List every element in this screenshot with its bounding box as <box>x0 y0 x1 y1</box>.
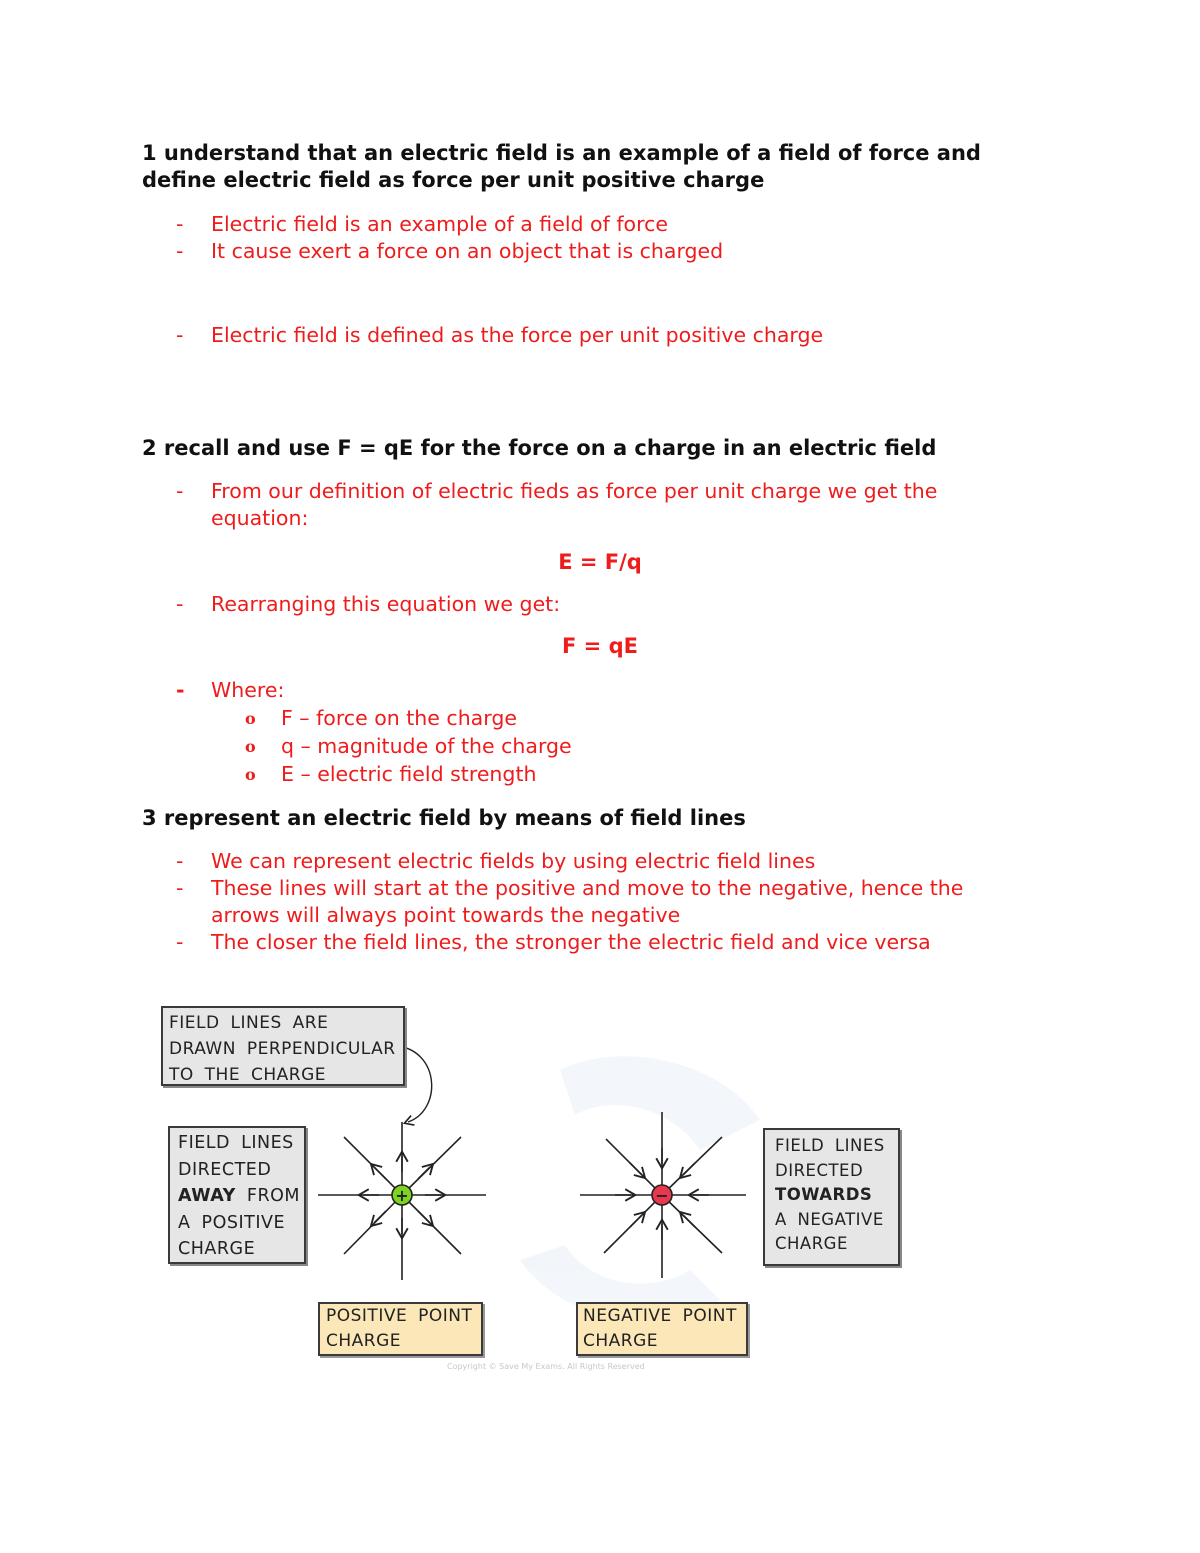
note-perpendicular: FIELD LINES ARE DRAWN PERPENDICULAR TO THE CHARGE <box>161 1006 405 1086</box>
list-item: - These lines will start at the positive and move to the negative, hence the arrows will always point towards the negative <box>176 876 964 927</box>
section-2-heading: 2 recall and use F = qE for the force on a charge in an electric field <box>142 436 937 460</box>
list-item: - Where: o F – force on the charge o q – magnitude of the charge o E – electric field strength <box>176 677 1036 788</box>
copyright-notice: Copyright © Save My Exams. All Rights Reserved <box>447 1362 645 1371</box>
list-item: - The closer the field lines, the stronger the electric field and vice versa <box>176 930 931 954</box>
watermark-logo <box>520 1056 760 1321</box>
arrow-from-bottom-right <box>683 1215 695 1227</box>
equation-e-equals-f-over-q: E = F/q <box>558 550 642 574</box>
section-1-heading-line-1: 1 understand that an electric field is an example of a field of force and <box>142 141 981 165</box>
section-1-heading-line-2: define electric field as force per unit positive charge <box>142 168 765 192</box>
list-item: o E – electric field strength <box>245 762 537 786</box>
arrow-up-right <box>418 1167 430 1179</box>
equation-f-equals-qe: F = qE <box>562 634 638 658</box>
list-item: - From our definition of electric fieds as force per unit charge we get the equation: <box>176 479 938 530</box>
list-item: - Rearranging this equation we get: <box>176 592 561 616</box>
list-item: - Electric field is defined as the force per unit positive charge <box>176 323 824 347</box>
note-towards-negative: FIELD LINES DIRECTED TOWARDS A NEGATIVE CHARGE <box>763 1128 900 1266</box>
positive-symbol: + <box>395 1186 409 1205</box>
positive-point-charge-label: POSITIVE POINT CHARGE <box>318 1302 483 1356</box>
list-item: - We can represent electric fields by using electric field lines <box>176 849 816 873</box>
negative-point-charge-label: NEGATIVE POINT CHARGE <box>576 1302 748 1356</box>
list-item: - It cause exert a force on an object that is charged <box>176 239 724 263</box>
list-item: - Electric field is an example of a field of force <box>176 212 668 236</box>
list-item: o q – magnitude of the charge <box>245 734 572 758</box>
arrow-from-top-right <box>683 1163 695 1175</box>
arrow-down-left <box>374 1211 386 1223</box>
arrow-from-top-left <box>630 1163 642 1175</box>
arrow-down-right <box>418 1211 430 1223</box>
negative-symbol: − <box>655 1186 669 1205</box>
section-3-heading: 3 represent an electric field by means of field lines <box>142 806 746 830</box>
arrow-from-bottom-left <box>630 1215 642 1227</box>
arrow-up-left <box>374 1167 386 1179</box>
note-away-from-positive: FIELD LINES DIRECTED AWAY FROM A POSITIVE CHARGE <box>168 1126 306 1264</box>
list-item: o F – force on the charge <box>245 706 517 730</box>
